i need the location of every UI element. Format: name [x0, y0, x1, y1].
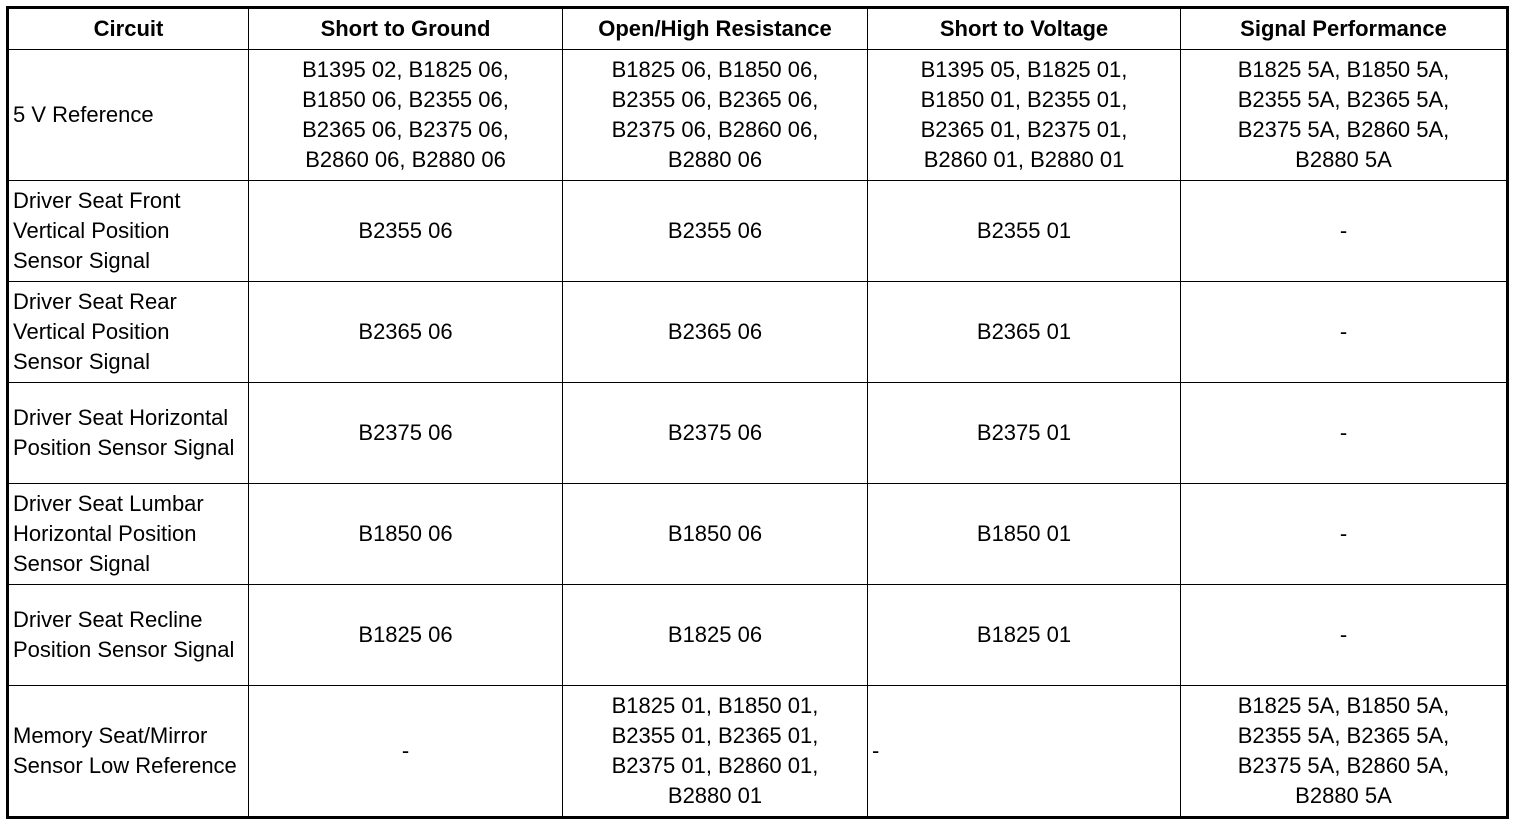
open-high-resistance-cell [563, 686, 868, 818]
circuit-cell: Driver Seat Horizontal Position Sensor Signal [8, 383, 249, 484]
dtc-code-line: B2375 5A, B2860 5A, [1237, 753, 1450, 778]
open-high-resistance-cell: B2355 06 [563, 181, 868, 282]
short-to-ground-cell: - [249, 686, 563, 818]
circuit-cell: Driver Seat Rear Vertical Position Sensor Signal [8, 282, 249, 383]
dtc-code-line: B2880 06 [667, 147, 763, 172]
short-to-voltage-cell: - [868, 686, 1181, 818]
short-to-ground-cell: B2365 06 [249, 282, 563, 383]
circuit-cell: 5 V Reference [8, 50, 249, 181]
dtc-code-line: B2355 01, B2365 01, [611, 723, 819, 748]
dtc-code-line: B2375 5A, B2860 5A, [1237, 117, 1450, 142]
signal-performance-cell [1181, 686, 1508, 818]
open-high-resistance-cell: B2375 06 [563, 383, 868, 484]
dtc-code-line: B2375 06, B2860 06, [611, 117, 819, 142]
dtc-code-line: B2880 5A [1295, 783, 1392, 808]
short-to-ground-cell: B2375 06 [249, 383, 563, 484]
circuit-cell: Driver Seat Recline Position Sensor Signal [8, 585, 249, 686]
circuit-cell: Driver Seat Lumbar Horizontal Position Sensor Signal [8, 484, 249, 585]
short-to-ground-cell: B2355 06 [249, 181, 563, 282]
table-row [8, 686, 1508, 818]
table-row [8, 383, 1508, 484]
dtc-code-line: B2880 5A [1295, 147, 1392, 172]
dtc-code-line: B2365 01, B2375 01, [920, 117, 1128, 142]
short-to-voltage-cell: B1850 01 [868, 484, 1181, 585]
signal-performance-cell: - [1181, 484, 1508, 585]
col-header-short-to-voltage: Short to Voltage [868, 8, 1181, 50]
dtc-code-line: B1395 02, B1825 06, [302, 57, 509, 82]
dtc-code-line: B2355 5A, B2365 5A, [1237, 87, 1450, 112]
open-high-resistance-cell [563, 50, 868, 181]
short-to-ground-cell: B1850 06 [249, 484, 563, 585]
table-row [8, 50, 1508, 181]
col-header-circuit: Circuit [8, 8, 249, 50]
table-row [8, 585, 1508, 686]
short-to-ground-cell [249, 50, 563, 181]
open-high-resistance-cell: B1850 06 [563, 484, 868, 585]
circuit-cell: Memory Seat/Mirror Sensor Low Reference [8, 686, 249, 818]
signal-performance-cell [1181, 50, 1508, 181]
short-to-voltage-cell: B2355 01 [868, 181, 1181, 282]
dtc-code-line: B1850 06, B2355 06, [302, 87, 509, 112]
dtc-code-line: B1825 5A, B1850 5A, [1237, 693, 1450, 718]
table-row [8, 484, 1508, 585]
dtc-code-line: B1825 01, B1850 01, [611, 693, 819, 718]
signal-performance-cell: - [1181, 383, 1508, 484]
dtc-code-line: B1825 5A, B1850 5A, [1237, 57, 1450, 82]
dtc-code-line: B1395 05, B1825 01, [920, 57, 1128, 82]
table-row [8, 282, 1508, 383]
dtc-code-line: B2355 06, B2365 06, [611, 87, 819, 112]
circuit-cell: Driver Seat Front Vertical Position Sensor Signal [8, 181, 249, 282]
dtc-code-line: B2365 06, B2375 06, [302, 117, 509, 142]
short-to-voltage-cell: B2365 01 [868, 282, 1181, 383]
dtc-code-line: B2860 01, B2880 01 [923, 147, 1125, 172]
short-to-voltage-cell: B2375 01 [868, 383, 1181, 484]
col-header-signal-performance: Signal Performance [1181, 8, 1508, 50]
short-to-voltage-cell: B1825 01 [868, 585, 1181, 686]
col-header-short-to-ground: Short to Ground [249, 8, 563, 50]
dtc-code-line: B2375 01, B2860 01, [611, 753, 819, 778]
short-to-ground-cell: B1825 06 [249, 585, 563, 686]
table-row [8, 181, 1508, 282]
dtc-code-line: B2860 06, B2880 06 [305, 147, 506, 172]
header-row [8, 8, 1508, 50]
dtc-code-line: B2355 5A, B2365 5A, [1237, 723, 1450, 748]
signal-performance-cell: - [1181, 181, 1508, 282]
open-high-resistance-cell: B2365 06 [563, 282, 868, 383]
col-header-open-high-resistance: Open/High Resistance [563, 8, 868, 50]
dtc-circuit-table [6, 6, 1509, 819]
short-to-voltage-cell [868, 50, 1181, 181]
open-high-resistance-cell: B1825 06 [563, 585, 868, 686]
signal-performance-cell: - [1181, 282, 1508, 383]
dtc-code-line: B1850 01, B2355 01, [920, 87, 1128, 112]
signal-performance-cell: - [1181, 585, 1508, 686]
dtc-code-line: B1825 06, B1850 06, [611, 57, 819, 82]
dtc-code-line: B2880 01 [667, 783, 763, 808]
